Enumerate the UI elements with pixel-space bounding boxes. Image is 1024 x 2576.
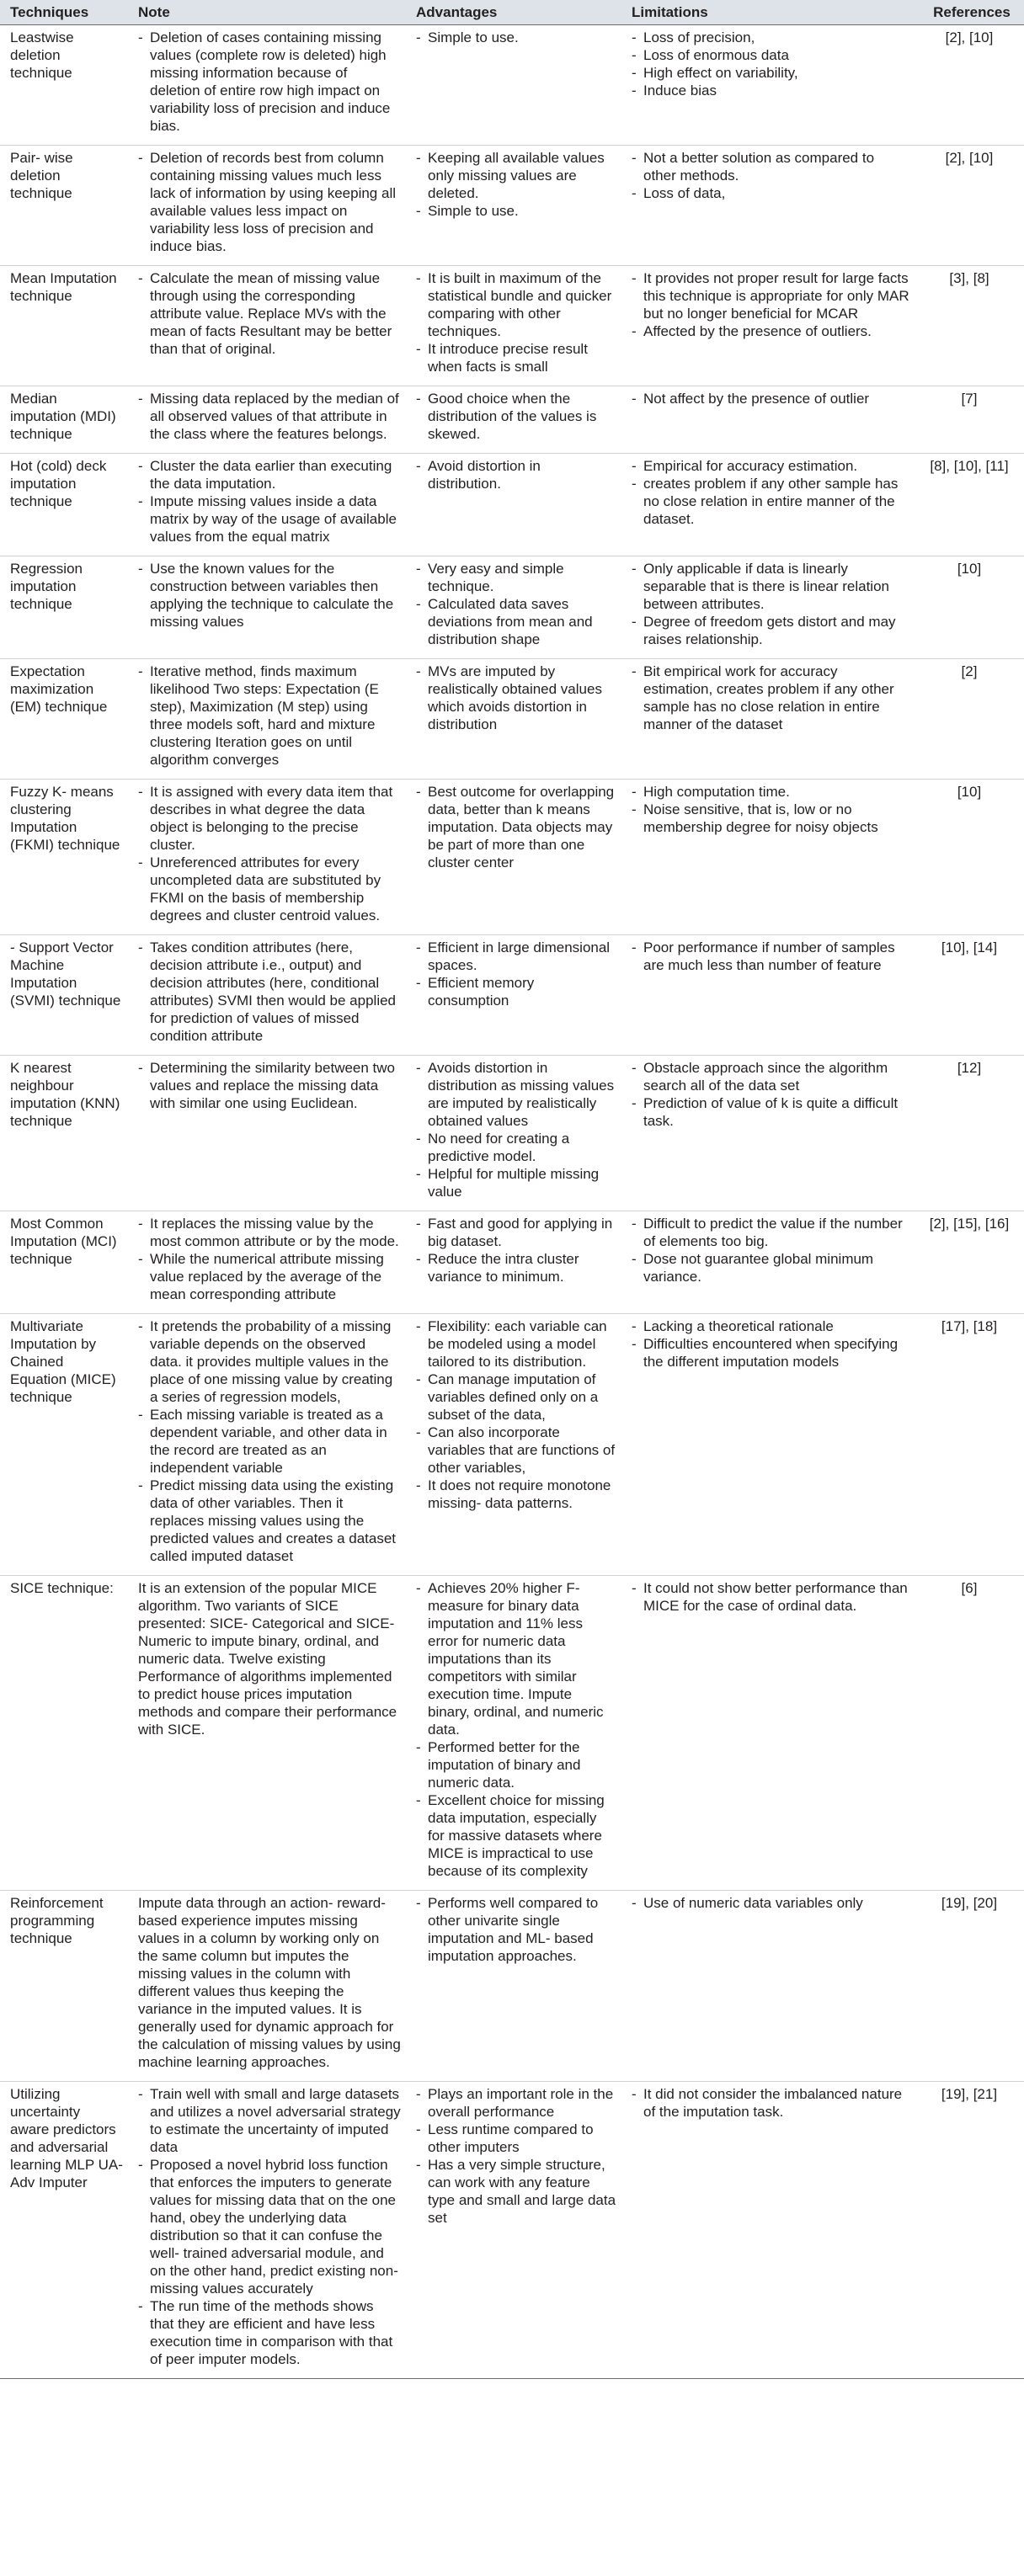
- note-cell-list: [138, 457, 401, 546]
- limitations-cell-item: - Obstacle approach since the algorithm search all of the data set: [632, 1059, 909, 1094]
- header-advantages: Advantages: [406, 0, 621, 25]
- advantages-cell-item: - No need for creating a predictive model.: [416, 1130, 616, 1165]
- limitations-cell-item: - It did not consider the imbalanced nature of the imputation task.: [632, 2085, 909, 2121]
- note-cell-item: - It replaces the missing value by the most common attribute or by the mode.: [138, 1215, 401, 1250]
- advantages-cell-item: - Has a very simple structure, can work with any feature type and small and large data set: [416, 2156, 616, 2227]
- table-row: [0, 1314, 1024, 1576]
- limitations-cell-item: - Lacking a theoretical rationale: [632, 1317, 909, 1335]
- limitations-cell: [621, 556, 915, 659]
- references-cell: [10]: [915, 780, 1024, 935]
- advantages-cell-item: - Simple to use.: [416, 202, 616, 220]
- limitations-cell-item: - Degree of freedom gets distort and may raises relationship.: [632, 613, 909, 648]
- limitations-cell: [621, 386, 915, 454]
- advantages-cell-list: [416, 1317, 616, 1512]
- advantages-cell: [406, 1891, 621, 2082]
- advantages-cell-list: [416, 663, 616, 733]
- advantages-cell-item: - Performs well compared to other univarite single imputation and ML- based imputation approaches.: [416, 1894, 616, 1965]
- advantages-cell-item: - Best outcome for overlapping data, better than k means imputation. Data objects may be part of more than one cluster center: [416, 783, 616, 871]
- advantages-cell-item: - Very easy and simple technique.: [416, 560, 616, 595]
- advantages-cell-list: [416, 1894, 616, 1965]
- advantages-cell-item: - Avoid distortion in distribution.: [416, 457, 616, 492]
- advantages-cell-item: - Flexibility: each variable can be modeled using a model tailored to its distribution.: [416, 1317, 616, 1370]
- note-cell-item: - Unreferenced attributes for every uncompleted data are substituted by FKMI on the basis of membership degrees and cluster centroid values.: [138, 854, 401, 924]
- advantages-cell-list: [416, 29, 616, 46]
- limitations-cell: [621, 266, 915, 386]
- note-cell-item: - Impute missing values inside a data matrix by way of the usage of available values from the equal matrix: [138, 492, 401, 546]
- limitations-cell-item: - Noise sensitive, that is, low or no membership degree for noisy objects: [632, 801, 909, 836]
- note-cell-item: - Deletion of cases containing missing values (complete row is deleted) high missing information because of deletion of entire row high impact on variability loss of precision and induce bias.: [138, 29, 401, 135]
- note-cell-item: - The run time of the methods shows that they are efficient and have less execution time in comparison with that of peer imputer models.: [138, 2297, 401, 2368]
- note-cell-list: [138, 783, 401, 924]
- technique-name: Regression imputation technique: [0, 556, 128, 659]
- note-paragraph: It is an extension of the popular MICE algorithm. Two variants of SICE presented: SICE- Categorical and SICE- Numeric to impute binary, ordinal, and numeric data. Twelve existing Performance of algorithms implemented to predict house prices imputation methods and compare their performance with SICE.: [138, 1580, 397, 1738]
- limitations-cell-item: - Only applicable if data is linearly separable that is there is linear relation between attributes.: [632, 560, 909, 613]
- advantages-cell-item: - Plays an important role in the overall performance: [416, 2085, 616, 2121]
- note-cell: [128, 25, 406, 146]
- note-cell-item: - It is assigned with every data item that describes in what degree the data object is belonging to the precise cluster.: [138, 783, 401, 854]
- advantages-cell-list: [416, 560, 616, 648]
- advantages-cell-list: [416, 1059, 616, 1200]
- limitations-cell-item: - It provides not proper result for large facts this technique is appropriate for only MAR but no longer beneficial for MCAR: [632, 269, 909, 322]
- advantages-cell: [406, 659, 621, 780]
- table-row: [0, 454, 1024, 556]
- limitations-cell-list: [632, 1059, 909, 1130]
- limitations-cell-item: - Affected by the presence of outliers.: [632, 322, 909, 340]
- technique-name: Pair- wise deletion technique: [0, 146, 128, 266]
- references-cell: [10]: [915, 556, 1024, 659]
- references-cell: [19], [20]: [915, 1891, 1024, 2082]
- advantages-cell-item: - Efficient in large dimensional spaces.: [416, 939, 616, 974]
- note-cell-list: [138, 663, 401, 769]
- table-row: [0, 1576, 1024, 1891]
- note-cell-list: [138, 1059, 401, 1112]
- limitations-cell-list: [632, 457, 909, 528]
- technique-name: Median imputation (MDI) technique: [0, 386, 128, 454]
- limitations-cell-item: - It could not show better performance than MICE for the case of ordinal data.: [632, 1579, 909, 1615]
- advantages-cell-item: - Performed better for the imputation of binary and numeric data.: [416, 1738, 616, 1791]
- note-cell-list: [138, 269, 401, 358]
- note-cell-list: [138, 560, 401, 631]
- advantages-cell: [406, 935, 621, 1056]
- note-cell: [128, 1314, 406, 1576]
- references-cell: [12]: [915, 1056, 1024, 1211]
- note-cell: [128, 454, 406, 556]
- note-cell-item: - Iterative method, finds maximum likelihood Two steps: Expectation (E step), Maximization (M step) using three models soft, hard and mixture clustering Iteration goes on until algorithm converges: [138, 663, 401, 769]
- limitations-cell-item: - Induce bias: [632, 82, 909, 99]
- advantages-cell-item: - Simple to use.: [416, 29, 616, 46]
- note-cell-item: - Cluster the data earlier than executing the data imputation.: [138, 457, 401, 492]
- note-cell-item: - It pretends the probability of a missing variable depends on the observed data. it provides multiple values in the place of one missing value by creating a series of regression models,: [138, 1317, 401, 1406]
- limitations-cell-item: - Poor performance if number of samples are much less than number of feature: [632, 939, 909, 974]
- references-cell: [7]: [915, 386, 1024, 454]
- technique-name: Leastwise deletion technique: [0, 25, 128, 146]
- technique-name: Hot (cold) deck imputation technique: [0, 454, 128, 556]
- note-cell-list: [138, 939, 401, 1045]
- advantages-cell-list: [416, 1579, 616, 1880]
- limitations-cell-list: [632, 149, 909, 202]
- advantages-cell: [406, 1056, 621, 1211]
- limitations-cell: [621, 935, 915, 1056]
- note-cell-list: [138, 2085, 401, 2368]
- technique-name: Expectation maximization (EM) technique: [0, 659, 128, 780]
- advantages-cell-item: - Keeping all available values only missing values are deleted.: [416, 149, 616, 202]
- limitations-cell-list: [632, 1317, 909, 1370]
- limitations-cell-list: [632, 269, 909, 340]
- references-cell: [2]: [915, 659, 1024, 780]
- limitations-cell-list: [632, 560, 909, 648]
- advantages-cell-item: - Can also incorporate variables that are functions of other variables,: [416, 1424, 616, 1477]
- note-cell-item: - While the numerical attribute missing value replaced by the average of the mean corresponding attribute: [138, 1250, 401, 1303]
- advantages-cell: [406, 25, 621, 146]
- table-row: [0, 556, 1024, 659]
- limitations-cell-item: - Prediction of value of k is quite a difficult task.: [632, 1094, 909, 1130]
- advantages-cell: [406, 2082, 621, 2379]
- header-references: References: [915, 0, 1024, 25]
- technique-name: SICE technique:: [0, 1576, 128, 1891]
- advantages-cell-item: - It is built in maximum of the statistical bundle and quicker comparing with other techniques.: [416, 269, 616, 340]
- limitations-cell: [621, 25, 915, 146]
- advantages-cell-item: - Helpful for multiple missing value: [416, 1165, 616, 1200]
- table-row: [0, 935, 1024, 1056]
- limitations-cell-list: [632, 1894, 909, 1912]
- limitations-cell: [621, 146, 915, 266]
- advantages-cell-item: - Can manage imputation of variables defined only on a subset of the data,: [416, 1370, 616, 1424]
- advantages-cell-item: - Fast and good for applying in big dataset.: [416, 1215, 616, 1250]
- note-cell: [128, 1576, 406, 1891]
- note-cell: [128, 556, 406, 659]
- advantages-cell-item: - Reduce the intra cluster variance to minimum.: [416, 1250, 616, 1285]
- note-cell: [128, 1891, 406, 2082]
- note-cell-item: - Calculate the mean of missing value through using the corresponding attribute value. Replace MVs with the mean of facts Resultant may be better than that of original.: [138, 269, 401, 358]
- limitations-cell: [621, 1576, 915, 1891]
- technique-name: Utilizing uncertainty aware predictors and adversarial learning MLP UA- Adv Imputer: [0, 2082, 128, 2379]
- note-cell: [128, 935, 406, 1056]
- references-cell: [19], [21]: [915, 2082, 1024, 2379]
- table-row: [0, 659, 1024, 780]
- advantages-cell-item: - MVs are imputed by realistically obtained values which avoids distortion in distribution: [416, 663, 616, 733]
- advantages-cell: [406, 454, 621, 556]
- table-header: [0, 0, 1024, 25]
- advantages-cell-list: [416, 269, 616, 375]
- table-row: [0, 1211, 1024, 1314]
- limitations-cell-list: [632, 29, 909, 99]
- technique-name: - Support Vector Machine Imputation (SVMI) technique: [0, 935, 128, 1056]
- limitations-cell-list: [632, 663, 909, 733]
- limitations-cell-item: - Not affect by the presence of outlier: [632, 390, 909, 407]
- limitations-cell-item: - Use of numeric data variables only: [632, 1894, 909, 1912]
- note-cell-item: - Use the known values for the construction between variables then applying the technique to calculate the missing values: [138, 560, 401, 631]
- limitations-cell-list: [632, 1579, 909, 1615]
- table-row: [0, 146, 1024, 266]
- advantages-cell-list: [416, 2085, 616, 2227]
- limitations-cell-item: - Loss of data,: [632, 184, 909, 202]
- references-cell: [6]: [915, 1576, 1024, 1891]
- advantages-cell: [406, 266, 621, 386]
- note-cell-item: - Each missing variable is treated as a dependent variable, and other data in the record are treated as an independent variable: [138, 1406, 401, 1477]
- advantages-cell: [406, 780, 621, 935]
- note-cell-item: - Deletion of records best from column containing missing values much less lack of information by using keeping all available values less impact on variability less loss of precision and induce bias.: [138, 149, 401, 255]
- limitations-cell: [621, 1211, 915, 1314]
- references-cell: [10], [14]: [915, 935, 1024, 1056]
- note-cell-list: [138, 1317, 401, 1565]
- table-row: [0, 386, 1024, 454]
- note-cell-item: - Takes condition attributes (here, decision attribute i.e., output) and decision attributes (here, conditional attributes) SVMI then would be applied for prediction of values of missed condition attribute: [138, 939, 401, 1045]
- note-cell-item: - Missing data replaced by the median of all observed values of that attribute in the class where the features belongs.: [138, 390, 401, 443]
- limitations-cell-item: - Difficult to predict the value if the number of elements too big.: [632, 1215, 909, 1250]
- references-cell: [3], [8]: [915, 266, 1024, 386]
- note-cell-list: [138, 390, 401, 443]
- references-cell: [2], [15], [16]: [915, 1211, 1024, 1314]
- technique-name: Mean Imputation technique: [0, 266, 128, 386]
- limitations-cell-item: - Empirical for accuracy estimation.: [632, 457, 909, 475]
- limitations-cell-list: [632, 2085, 909, 2121]
- technique-name: Fuzzy K- means clustering Imputation (FKMI) technique: [0, 780, 128, 935]
- advantages-cell-item: - Good choice when the distribution of the values is skewed.: [416, 390, 616, 443]
- advantages-cell-list: [416, 390, 616, 443]
- advantages-cell: [406, 386, 621, 454]
- limitations-cell-item: - Bit empirical work for accuracy estimation, creates problem if any other sample has no close relation in entire manner of the dataset: [632, 663, 909, 733]
- table-body: [0, 25, 1024, 2379]
- advantages-cell-item: - It does not require monotone missing- data patterns.: [416, 1477, 616, 1512]
- limitations-cell: [621, 659, 915, 780]
- references-cell: [2], [10]: [915, 146, 1024, 266]
- advantages-cell: [406, 146, 621, 266]
- advantages-cell-list: [416, 939, 616, 1009]
- limitations-cell-list: [632, 390, 909, 407]
- note-cell-list: [138, 149, 401, 255]
- limitations-cell-item: - Loss of precision,: [632, 29, 909, 46]
- technique-name: Multivariate Imputation by Chained Equation (MICE) technique: [0, 1314, 128, 1576]
- technique-name: K nearest neighbour imputation (KNN) technique: [0, 1056, 128, 1211]
- advantages-cell: [406, 1576, 621, 1891]
- header-limitations: Limitations: [621, 0, 915, 25]
- header-note: Note: [128, 0, 406, 25]
- references-cell: [17], [18]: [915, 1314, 1024, 1576]
- limitations-cell-item: - creates problem if any other sample has no close relation in entire manner of the dataset.: [632, 475, 909, 528]
- note-cell: [128, 1211, 406, 1314]
- advantages-cell-item: - Avoids distortion in distribution as missing values are imputed by realistically obtained values: [416, 1059, 616, 1130]
- table-row: [0, 25, 1024, 146]
- note-paragraph: Impute data through an action- reward- based experience imputes missing values in a column by working only on the same column but imputes the missing values in the column with different values thus keeping the variance in the imputed values. It is generally used for dynamic approach for the calculation of missing values by using machine learning approaches.: [138, 1895, 401, 2070]
- note-cell: [128, 266, 406, 386]
- advantages-cell-list: [416, 457, 616, 492]
- table-row: [0, 780, 1024, 935]
- note-cell-list: [138, 29, 401, 135]
- limitations-cell-item: - Not a better solution as compared to other methods.: [632, 149, 909, 184]
- note-cell-item: - Predict missing data using the existing data of other variables. Then it replaces missing values using the predicted values and creates a dataset called imputed dataset: [138, 1477, 401, 1565]
- limitations-cell: [621, 1056, 915, 1211]
- note-cell-item: - Proposed a novel hybrid loss function that enforces the imputers to generate values for missing data that on the one hand, obey the underlying data distribution so that it can confuse the well- trained adversarial module, and on the other hand, predict existing non- missing values accurately: [138, 2156, 401, 2297]
- limitations-cell-item: - High effect on variability,: [632, 64, 909, 82]
- limitations-cell-list: [632, 783, 909, 836]
- advantages-cell: [406, 1314, 621, 1576]
- advantages-cell: [406, 1211, 621, 1314]
- note-cell: [128, 780, 406, 935]
- note-cell: [128, 2082, 406, 2379]
- limitations-cell-item: - Dose not guarantee global minimum variance.: [632, 1250, 909, 1285]
- limitations-cell: [621, 454, 915, 556]
- advantages-cell-item: - It introduce precise result when facts is small: [416, 340, 616, 375]
- limitations-cell-list: [632, 1215, 909, 1285]
- header-row: [0, 0, 1024, 25]
- note-cell: [128, 386, 406, 454]
- limitations-cell: [621, 2082, 915, 2379]
- note-cell: [128, 146, 406, 266]
- note-cell-item: - Determining the similarity between two values and replace the missing data with similar one using Euclidean.: [138, 1059, 401, 1112]
- technique-name: Reinforcement programming technique: [0, 1891, 128, 2082]
- advantages-cell-item: - Efficient memory consumption: [416, 974, 616, 1009]
- advantages-cell-item: - Less runtime compared to other imputers: [416, 2121, 616, 2156]
- advantages-cell-item: - Achieves 20% higher F- measure for binary data imputation and 11% less error for numeric data imputations than its competitors with similar execution time. Impute binary, ordinal, and numeric data.: [416, 1579, 616, 1738]
- table-row: [0, 1056, 1024, 1211]
- advantages-cell-item: - Calculated data saves deviations from mean and distribution shape: [416, 595, 616, 648]
- header-techniques: Techniques: [0, 0, 128, 25]
- advantages-cell-item: - Excellent choice for missing data imputation, especially for massive datasets where MICE is impractical to use because of its complexity: [416, 1791, 616, 1880]
- advantages-cell: [406, 556, 621, 659]
- references-cell: [8], [10], [11]: [915, 454, 1024, 556]
- table-row: [0, 1891, 1024, 2082]
- technique-name: Most Common Imputation (MCI) technique: [0, 1211, 128, 1314]
- limitations-cell: [621, 780, 915, 935]
- table-row: [0, 266, 1024, 386]
- note-cell-list: [138, 1215, 401, 1303]
- advantages-cell-list: [416, 1215, 616, 1285]
- note-cell: [128, 1056, 406, 1211]
- note-cell: [128, 659, 406, 780]
- references-cell: [2], [10]: [915, 25, 1024, 146]
- limitations-cell-item: - Difficulties encountered when specifying the different imputation models: [632, 1335, 909, 1370]
- limitations-cell: [621, 1314, 915, 1576]
- limitations-cell: [621, 1891, 915, 2082]
- advantages-cell-list: [416, 783, 616, 871]
- limitations-cell-item: - High computation time.: [632, 783, 909, 801]
- limitations-cell-list: [632, 939, 909, 974]
- note-cell-item: - Train well with small and large datasets and utilizes a novel adversarial strategy to estimate the uncertainty of imputed data: [138, 2085, 401, 2156]
- table-row: [0, 2082, 1024, 2379]
- limitations-cell-item: - Loss of enormous data: [632, 46, 909, 64]
- advantages-cell-list: [416, 149, 616, 220]
